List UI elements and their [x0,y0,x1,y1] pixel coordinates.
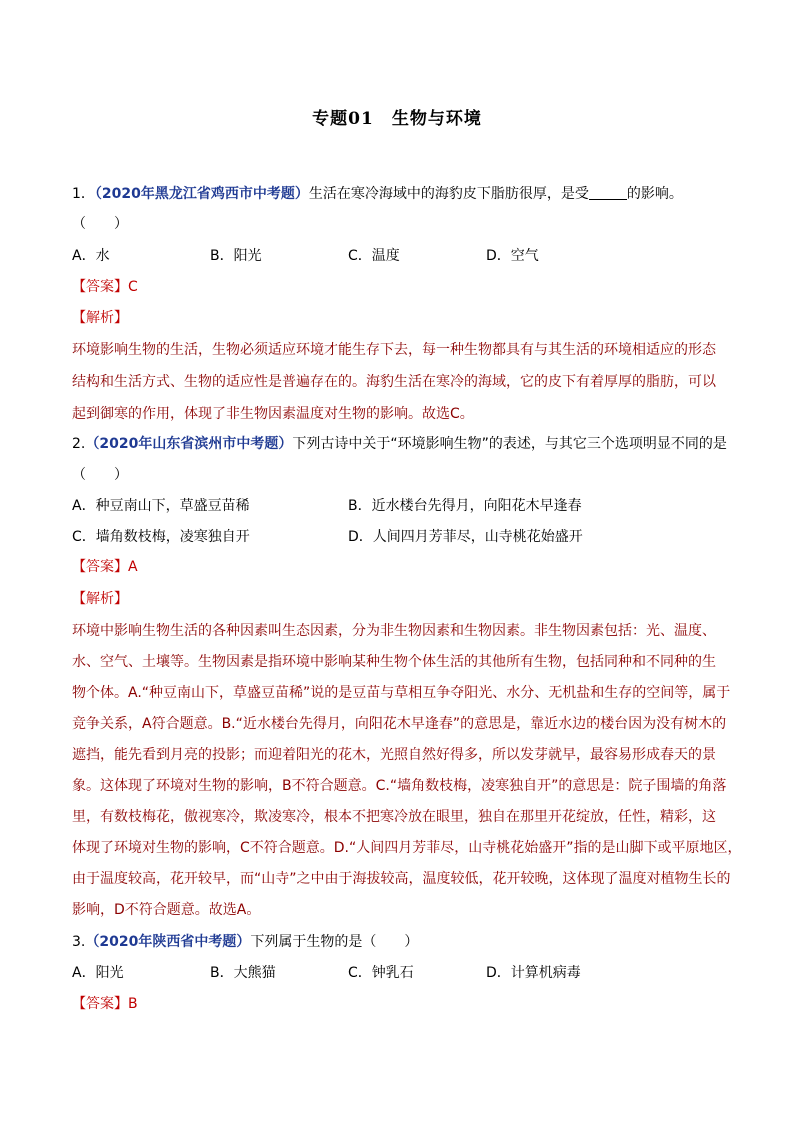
analysis-label-text: 【解析】 [72,310,128,326]
analysis-line: 水、空气、土壤等。生物因素是指环境中影响某种生物个体生活的其他所有生物，包括同种和不同种的生 [72,654,716,670]
analysis-line: 结构和生活方式、生物的适应性是普遍存在的。海豹生活在寒冷的海域，它的皮下有着厚厚的脂肪，可以 [72,374,716,390]
answer-line [72,557,722,577]
answer-label: 【答案】 [72,279,128,295]
analysis-line: 里，有数枝梅花，傲视寒冷，欺凌寒冷，根本不把寒冷放在眼里，独自在那里开花绽放，任性，精彩，这 [72,809,716,825]
analysis-line: 物个体。A.“种豆南山下，草盛豆苗稀”说的是豆苗与草相互争夺阳光、水分、无机盐和生存的空间等，属于 [72,685,731,701]
option-b: B．阳光 [210,248,262,264]
question-source: （2020年黑龙江省鸡西市中考题） [94,186,309,202]
question-source: （2020年山东省滨州市中考题） [85,436,293,452]
question-2-paren: （ ） [72,467,128,483]
question-number: 1． [72,186,95,202]
answer-blank [589,185,627,200]
option-c: C．温度 [348,248,400,264]
question-1-paren: （ ） [72,216,128,232]
analysis-line: 象。这体现了环境对生物的影响，B不符合题意。C.“墙角数枝梅，凌寒独自开”的意思是：院子围墙的角落 [72,778,727,794]
question-source: （2020年陕西省中考题） [85,934,251,950]
analysis-line: 体现了环境对生物的影响，C不符合题意。D.“人间四月芳菲尽，山寺桃花始盛开”指的是山脚下或平原地区， [72,840,742,856]
option-d: D．计算机病毒 [486,965,581,981]
option-c: C．钟乳石 [348,965,414,981]
question-text: 下列古诗中关于“环境影响生物”的表述，与其它三个选项明显不同的是 [292,436,727,452]
analysis-label [72,589,722,609]
answer-line [72,994,722,1014]
option-a: A．水 [72,248,110,264]
analysis-line: 由于温度较高，花开较早，而“山寺”之中由于海拔较高，温度较低，花开较晚，这体现了温度对植物生长的 [72,871,731,887]
analysis-line: 影响，D不符合题意。故选A。 [72,902,261,918]
analysis-line: 竞争关系，A符合题意。B.“近水楼台先得月，向阳花木早逢春”的意思是，靠近水边的楼台因为没有树木的 [72,716,727,732]
analysis-line: 遮挡，能先看到月亮的投影；而迎着阳光的花木，光照自然好得多，所以发芽就早，最容易形成春天的景 [72,747,716,763]
option-b: B．近水楼台先得月，向阳花木早逢春 [348,498,582,514]
answer-value: B [128,996,138,1012]
analysis-line: 起到御寒的作用，体现了非生物因素温度对生物的影响。故选C。 [72,406,474,422]
question-number: 3. [72,934,86,950]
question-1-stem [72,184,722,204]
option-b: B．大熊猫 [210,965,276,981]
answer-line [72,277,722,297]
question-3-stem [72,932,722,952]
question-2-stem [72,434,727,454]
analysis-line: 环境影响生物的生活，生物必须适应环境才能生存下去，每一种生物都具有与其生活的环境相适应的形态 [72,342,716,358]
analysis-label [72,308,722,328]
option-d: D．空气 [486,248,539,264]
option-a: A．种豆南山下，草盛豆苗稀 [72,498,250,514]
option-a: A．阳光 [72,965,124,981]
question-text: 下列属于生物的是（ ） [250,934,419,950]
answer-value: A [128,559,138,575]
answer-label: 【答案】 [72,996,128,1012]
analysis-label-text: 【解析】 [72,591,128,607]
question-number: 2. [72,436,86,452]
option-d: D．人间四月芳菲尽，山寺桃花始盛开 [348,529,583,545]
page-title: 专题01 生物与环境 [312,109,482,129]
question-text-end: 的影响。 [626,186,683,202]
answer-label: 【答案】 [72,559,128,575]
answer-value: C [128,279,138,295]
option-c: C．墙角数枝梅，凌寒独自开 [72,529,250,545]
question-text: 生活在寒冷海域中的海豹皮下脂肪很厚，是受 [308,186,589,202]
analysis-line: 环境中影响生物生活的各种因素叫生态因素，分为非生物因素和生物因素。非生物因素包括：光、温度、 [72,623,716,639]
